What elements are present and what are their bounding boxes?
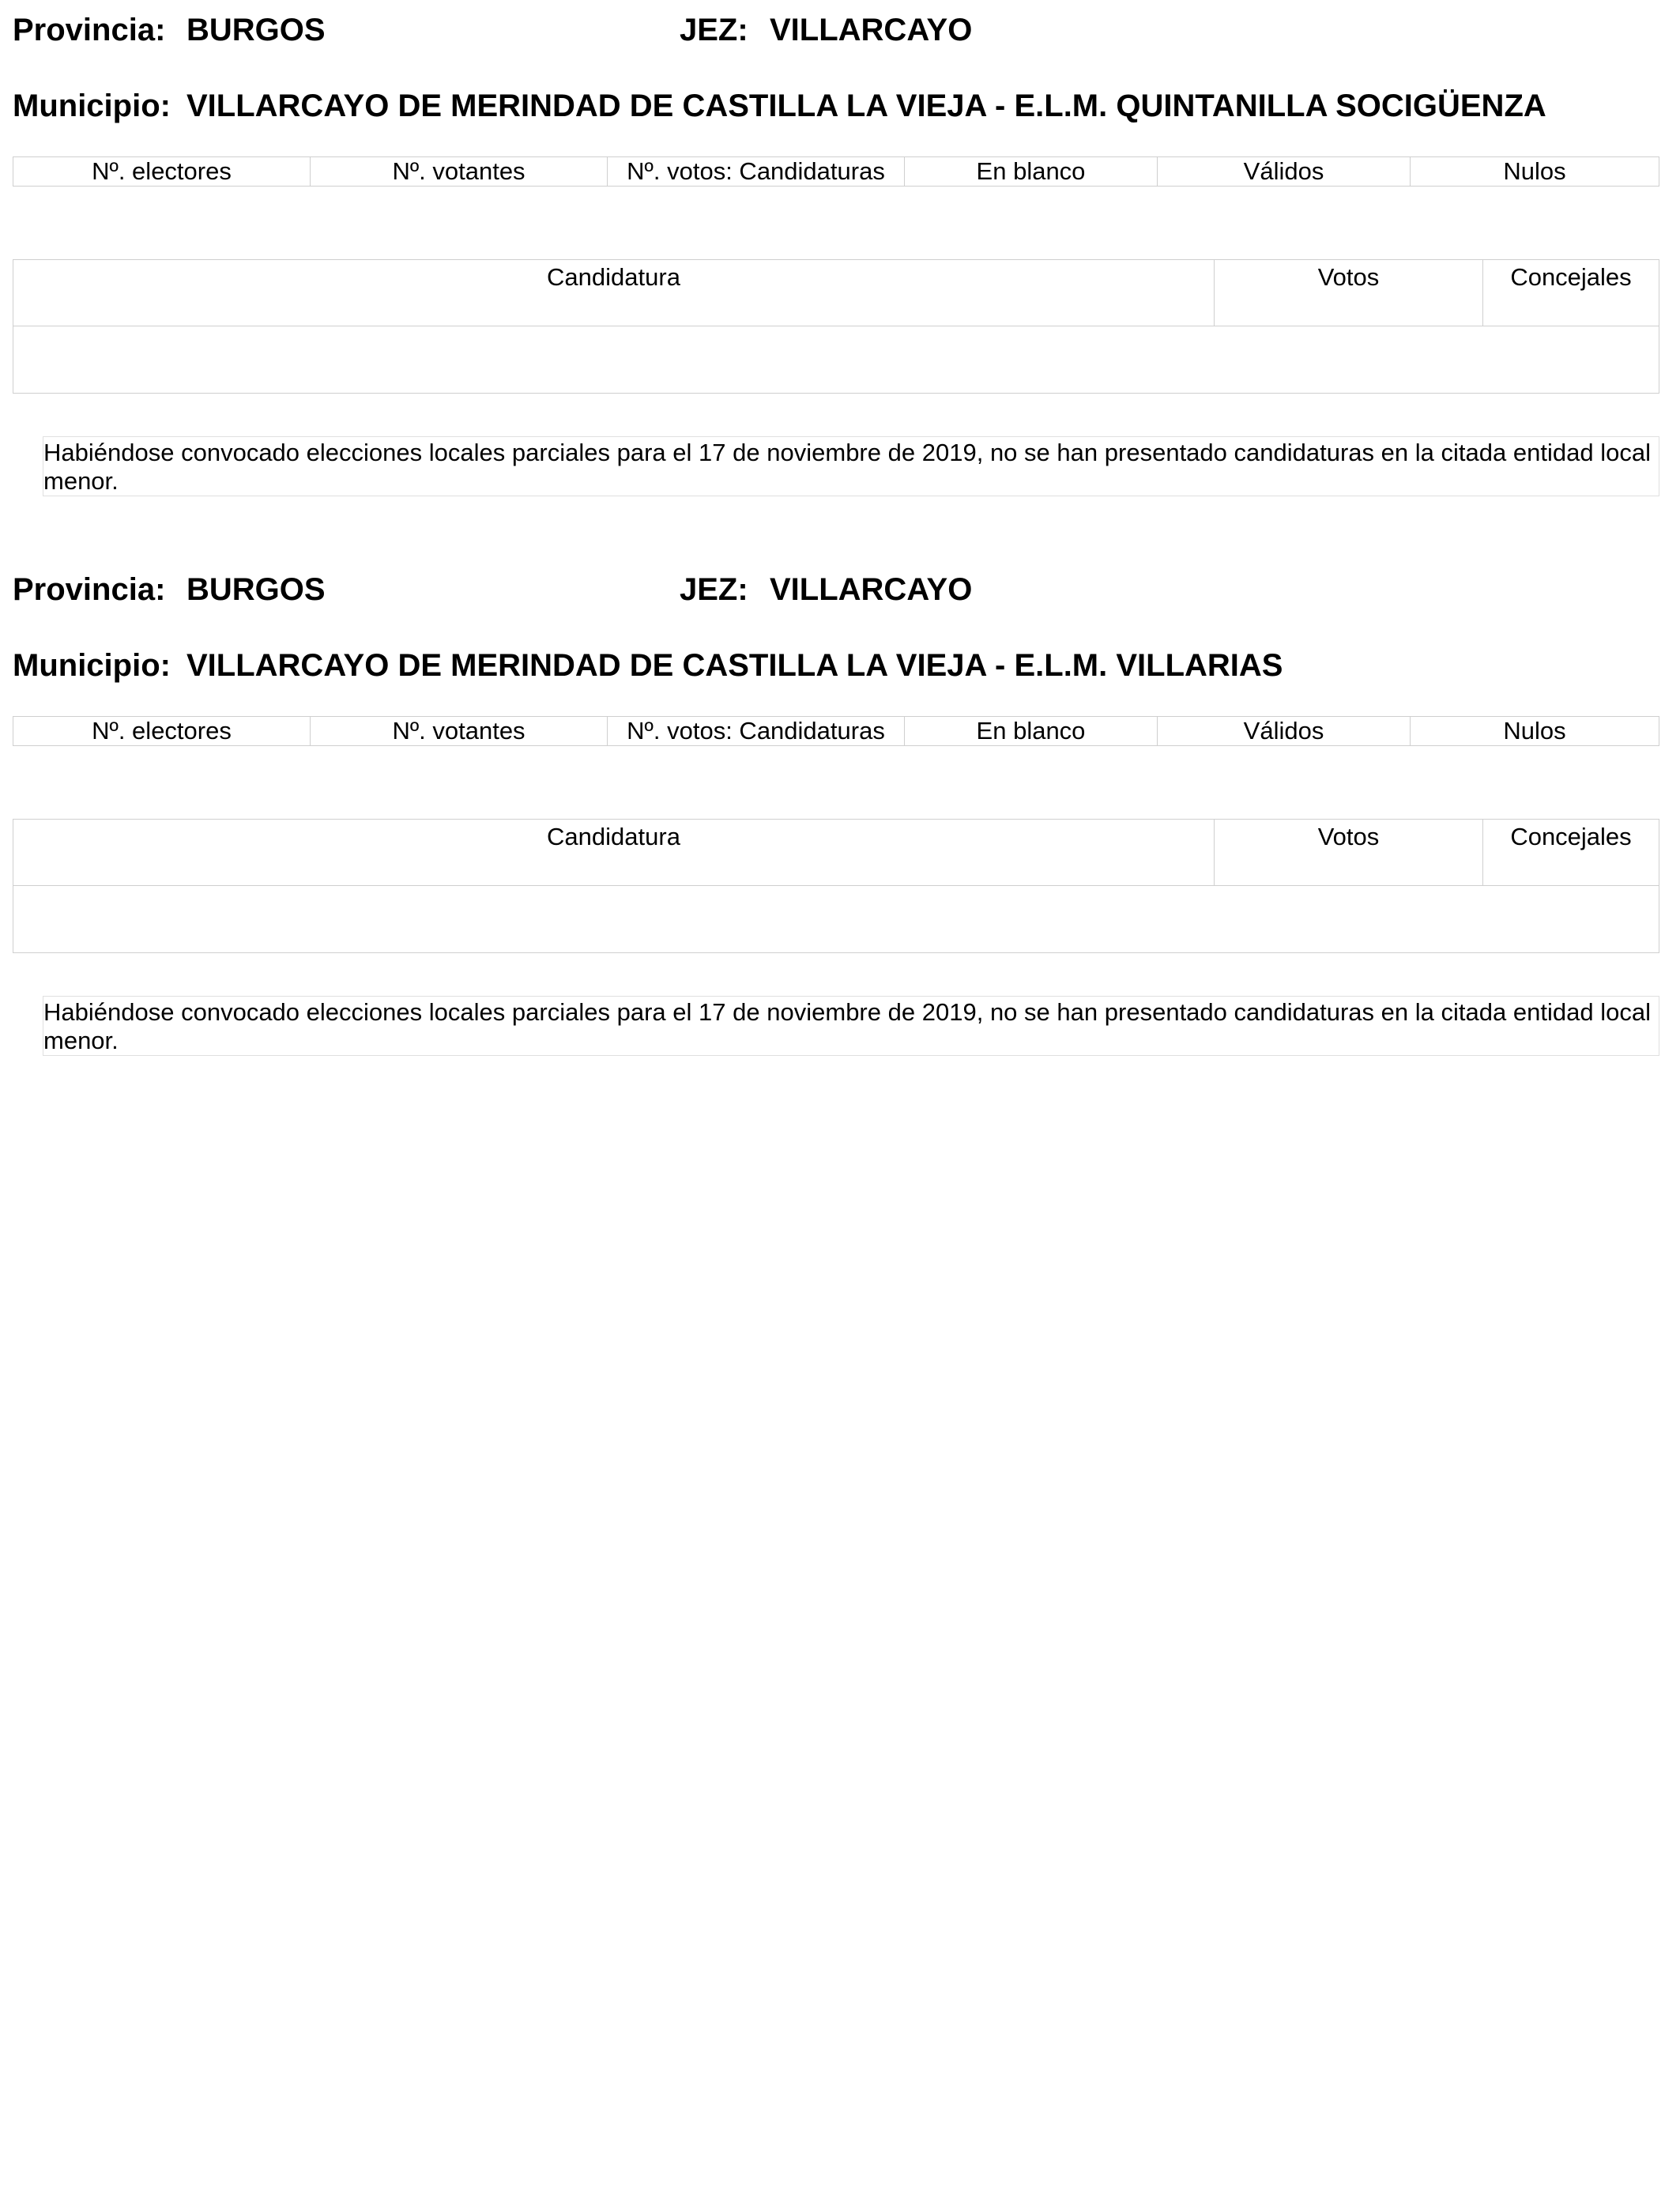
jez-label: JEZ:	[680, 572, 748, 607]
stats-header-electores: Nº. electores	[13, 717, 310, 745]
provincia-label: Provincia:	[13, 13, 166, 47]
election-section-1	[0, 0, 1680, 569]
stats-header-votantes: Nº. votantes	[310, 157, 607, 186]
stats-header-votos-candidaturas: Nº. votos: Candidaturas	[607, 157, 904, 186]
stats-header-validos: Válidos	[1157, 717, 1410, 745]
candidatura-table-header	[13, 820, 1659, 886]
jez-label: JEZ:	[680, 13, 748, 47]
jez-value: VILLARCAYO	[770, 572, 973, 607]
provincia-value: BURGOS	[186, 13, 326, 47]
stats-header-nulos: Nulos	[1410, 717, 1659, 745]
stats-table	[13, 156, 1659, 187]
stats-header-validos: Válidos	[1157, 157, 1410, 186]
election-section-2	[0, 560, 1680, 1129]
stats-header-en-blanco: En blanco	[904, 157, 1157, 186]
stats-header-votos-candidaturas: Nº. votos: Candidaturas	[607, 717, 904, 745]
no-candidaturas-note: Habiéndose convocado elecciones locales parciales para el 17 de noviembre de 2019, no se han presentado candidaturas en la citada entidad local menor.	[43, 996, 1659, 1056]
header-votos: Votos	[1215, 820, 1483, 885]
candidatura-table-header	[13, 260, 1659, 326]
candidatura-table	[13, 259, 1659, 394]
stats-header-votantes: Nº. votantes	[310, 717, 607, 745]
stats-table	[13, 716, 1659, 746]
header-votos: Votos	[1215, 260, 1483, 326]
header-candidatura: Candidatura	[13, 260, 1215, 326]
jez-value: VILLARCAYO	[770, 13, 973, 47]
candidatura-table	[13, 819, 1659, 953]
provincia-value: BURGOS	[186, 572, 326, 607]
municipio-value: VILLARCAYO DE MERINDAD DE CASTILLA LA VIEJA - E.L.M. VILLARIAS	[186, 648, 1283, 683]
stats-header-nulos: Nulos	[1410, 157, 1659, 186]
municipio-label: Municipio:	[13, 648, 171, 683]
stats-header-en-blanco: En blanco	[904, 717, 1157, 745]
provincia-label: Provincia:	[13, 572, 166, 607]
header-concejales: Concejales	[1510, 263, 1632, 291]
municipio-value: VILLARCAYO DE MERINDAD DE CASTILLA LA VIEJA - E.L.M. QUINTANILLA SOCIGÜENZA	[186, 89, 1546, 123]
header-candidatura: Candidatura	[13, 820, 1215, 885]
no-candidaturas-note: Habiéndose convocado elecciones locales parciales para el 17 de noviembre de 2019, no se han presentado candidaturas en la citada entidad local menor.	[43, 436, 1659, 496]
stats-header-electores: Nº. electores	[13, 157, 310, 186]
header-concejales: Concejales	[1510, 823, 1632, 850]
municipio-label: Municipio:	[13, 89, 171, 123]
